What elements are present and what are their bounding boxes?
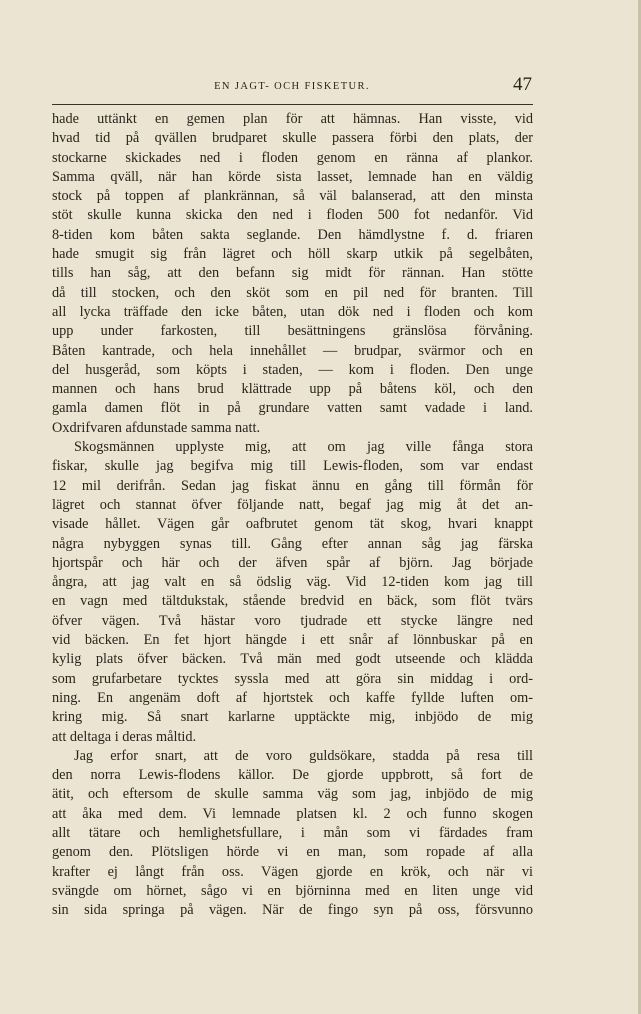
text-line: upp under farkosten, till besättningens gränslösa förvåning. [52,323,533,340]
text-line: 8-tiden kom båten sakta seglande. Den hämdlystne f. d. friaren [52,226,533,243]
text-line: hade uttänkt en gemen plan för att hämnas. Han visste, vid [52,111,533,127]
text-line: en vagn med tältdukstak, stående bredvid en bäck, som flöt tvärs [52,593,533,610]
running-head: EN JAGT- OCH FISKETUR. [214,81,370,92]
text-line: ning. En angenäm doft af hjortstek och kaffe fyllde luften om- [52,689,533,706]
text-line: att åka med dem. Vi lemnade platsen kl. 2 och funno skogen [52,805,533,822]
page-header [52,74,532,100]
text-line: mannen och hans brud klättrade upp på båtens köl, och den [52,381,533,398]
text-line: Samma qväll, när han körde sista lasset, lemnade han en väldig [52,168,533,185]
text-line: fiskar, skulle jag begifva mig till Lewis-floden, som var endast [52,458,533,475]
text-line: stock på toppen af plankrännan, så väl balanserad, att den minsta [52,188,533,205]
text-line: den norra Lewis-flodens källor. De gjorde uppbrott, så fort de [52,767,533,784]
text-line: Oxdrifvaren afdunstade samma natt. [52,419,261,436]
text-line: del husgeråd, som köpts i staden, — kom i floden. Den unge [52,361,533,378]
text-line: 12 mil derifrån. Sedan jag fiskat ännu en gång till förmån för [52,477,533,494]
text-line: allt tätare och hemlighetsfullare, i mån som vi färdades fram [52,824,533,841]
text-line: några nybyggen synas till. Gång efter annan såg jag färska [52,535,533,552]
text-line: genom den. Plötsligen hörde vi en man, som ropade af alla [52,844,533,861]
text-line: stöt skulle kunna skicka den ned i floden 500 fot nedanför. Vid [52,207,533,224]
text-line: svängde om hörnet, sågo vi en björninna med en liten unge vid [52,882,533,899]
text-line: sin sida springa på vägen. När de fingo syn på oss, försvunno [52,902,533,919]
text-line: tills han såg, att den befann sig midt för rännan. Han stötte [52,265,533,282]
text-line: gamla damen flöt in på grundare vatten samt vadade i land. [52,400,533,417]
text-line: stockarne skickades ned i floden genom en ränna af plankor. [52,149,533,166]
header-rule [52,104,533,105]
text-line: kring mig. Så snart karlarne upptäckte mig, inbjödo de mig [52,709,533,726]
text-line: Jag erfor snart, att de voro guldsökare, stadda på resa till [74,747,533,764]
text-line: som grufarbetare tycktes syssla med att göra sin middag i ord- [52,670,533,687]
text-line: då till stocken, och den sköt som en pil ned för branten. Till [52,284,533,301]
text-line: ångra, att jag valt en så ödslig väg. Vid 12-tiden kom jag till [52,574,533,591]
text-line: lägret och stannat öfver följande natt, begaf jag mig åt det an- [52,496,533,513]
text-line: all lycka träffade den icke båten, utan dök ned i floden och kom [52,303,533,320]
text-line: hade smugit sig från lägret och höll skarp utkik på segelbåten, [52,246,533,263]
text-line: vid bäcken. En fet hjort hängde i ett snår af lönnbuskar på en [52,632,533,649]
text-line: krafter ej långt från oss. Vägen gjorde en krök, och när vi [52,863,533,880]
text-line: öfver vägen. Två hästar voro tjudrade ett stycke längre ned [52,612,533,629]
text-line: ätit, och eftersom de skulle samma väg som jag, inbjödo de mig [52,786,533,803]
text-line: hvad tid på qvällen brudparet skulle passera förbi den plats, der [52,130,533,147]
text-line: hjortspår och här och der äfven spår af björn. Jag började [52,554,533,571]
text-line: Skogsmännen upplyste mig, att om jag ville fånga stora [74,439,533,456]
text-line: kylig plats öfver bäcken. Två män med godt utseende och klädda [52,651,533,668]
text-line: visade hållet. Vägen går oafbrutet genom tät skog, hvari knappt [52,516,533,533]
page-number: 47 [513,74,532,95]
text-line: Båten kantrade, och hela innehållet — brudpar, svärmor och en [52,342,533,359]
body-text [52,110,533,920]
text-line: att deltaga i deras måltid. [52,728,197,745]
